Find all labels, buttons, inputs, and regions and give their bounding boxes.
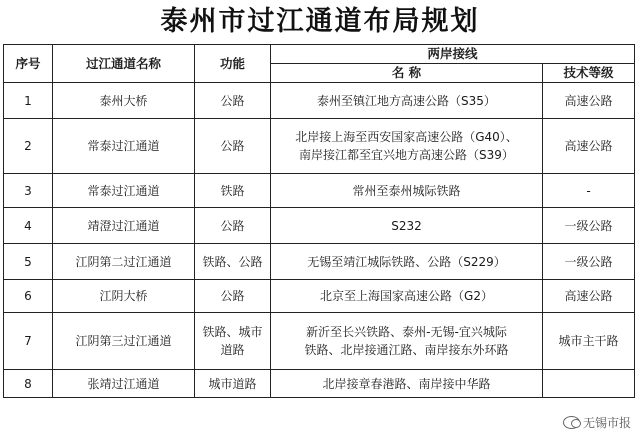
cell-function [195, 83, 271, 119]
cell-connection-line: 常州至泰州城际铁路 [352, 183, 461, 198]
cell-function-line: 公路 [220, 218, 245, 233]
cell-connection-line: 北京至上海国家高速公路（G2） [320, 289, 493, 303]
cell-grade: 高速公路 [543, 280, 635, 313]
cell-index: 6 [4, 280, 53, 313]
cell-function-line: 铁路、公路 [202, 254, 263, 269]
cell-name: 江阴第三过江通道 [53, 313, 195, 370]
watermark-text: 无锡市报 [582, 416, 631, 430]
cell-connection-line: 新沂至长兴铁路、泰州-无锡-宜兴城际 [306, 325, 507, 339]
table-row [4, 313, 635, 370]
cell-function-line: 公路 [220, 93, 245, 108]
cell-grade [543, 370, 635, 398]
cell-connection [271, 208, 543, 244]
cell-index: 5 [4, 244, 53, 280]
cell-function [195, 313, 271, 370]
cell-function [195, 370, 271, 398]
header-index: 序号 [4, 45, 53, 83]
cell-connection-line: 铁路、北岸接通江路、南岸接东外环路 [304, 343, 509, 357]
plan-table [3, 44, 635, 398]
wechat-icon [563, 416, 580, 429]
table-row [4, 174, 635, 208]
cell-index: 4 [4, 208, 53, 244]
cell-function [195, 280, 271, 313]
cell-connection-line: 无锡至靖江城际铁路、公路（S229） [307, 254, 506, 269]
header-name: 过江通道名称 [53, 45, 195, 83]
cell-grade: 一级公路 [543, 208, 635, 244]
header-function: 功能 [195, 45, 271, 83]
cell-connection-line: 北岸接上海至西安国家高速公路（G40）、 [295, 130, 518, 144]
cell-name: 常泰过江通道 [53, 174, 195, 208]
cell-index: 2 [4, 119, 53, 174]
header-conn-name: 名 称 [271, 64, 543, 83]
watermark [560, 414, 634, 431]
cell-function-line: 公路 [220, 139, 245, 153]
cell-name: 常泰过江通道 [53, 119, 195, 174]
table-row [4, 208, 635, 244]
cell-function-line: 铁路、城市 [202, 325, 263, 339]
cell-function-line: 公路 [220, 289, 245, 303]
cell-connection [271, 244, 543, 280]
cell-connection [271, 280, 543, 313]
cell-connection-line: S232 [391, 218, 422, 233]
cell-name: 泰州大桥 [53, 83, 195, 119]
cell-grade: 高速公路 [543, 83, 635, 119]
cell-grade: 一级公路 [543, 244, 635, 280]
cell-grade: 城市主干路 [543, 313, 635, 370]
cell-connection-line: 泰州至镇江地方高速公路（S35） [317, 93, 496, 108]
cell-function [195, 244, 271, 280]
cell-connection [271, 83, 543, 119]
cell-function-line: 铁路 [220, 183, 245, 198]
header-connection: 两岸接线 [271, 45, 635, 64]
table-row [4, 83, 635, 119]
table-row [4, 280, 635, 313]
cell-connection [271, 370, 543, 398]
cell-index: 1 [4, 83, 53, 119]
cell-name: 江阴第二过江通道 [53, 244, 195, 280]
cell-connection [271, 313, 543, 370]
table-row [4, 244, 635, 280]
page-title: 泰州市过江通道布局规划 [160, 6, 480, 37]
cell-index: 3 [4, 174, 53, 208]
cell-function [195, 208, 271, 244]
cell-connection-line: 南岸接江都至宜兴地方高速公路（S39） [299, 148, 514, 162]
cell-index: 8 [4, 370, 53, 398]
header-grade: 技术等级 [543, 64, 635, 83]
cell-function [195, 174, 271, 208]
cell-function-line: 道路 [220, 343, 245, 357]
cell-connection-line: 北岸接章春港路、南岸接中华路 [322, 376, 491, 391]
cell-function-line: 城市道路 [208, 376, 257, 391]
cell-name: 江阴大桥 [53, 280, 195, 313]
cell-index: 7 [4, 313, 53, 370]
table-row [4, 119, 635, 174]
cell-grade: - [543, 174, 635, 208]
cell-function [195, 119, 271, 174]
table-row [4, 370, 635, 398]
cell-grade: 高速公路 [543, 119, 635, 174]
cell-name: 靖澄过江通道 [53, 208, 195, 244]
cell-connection [271, 174, 543, 208]
cell-connection [271, 119, 543, 174]
cell-name: 张靖过江通道 [53, 370, 195, 398]
